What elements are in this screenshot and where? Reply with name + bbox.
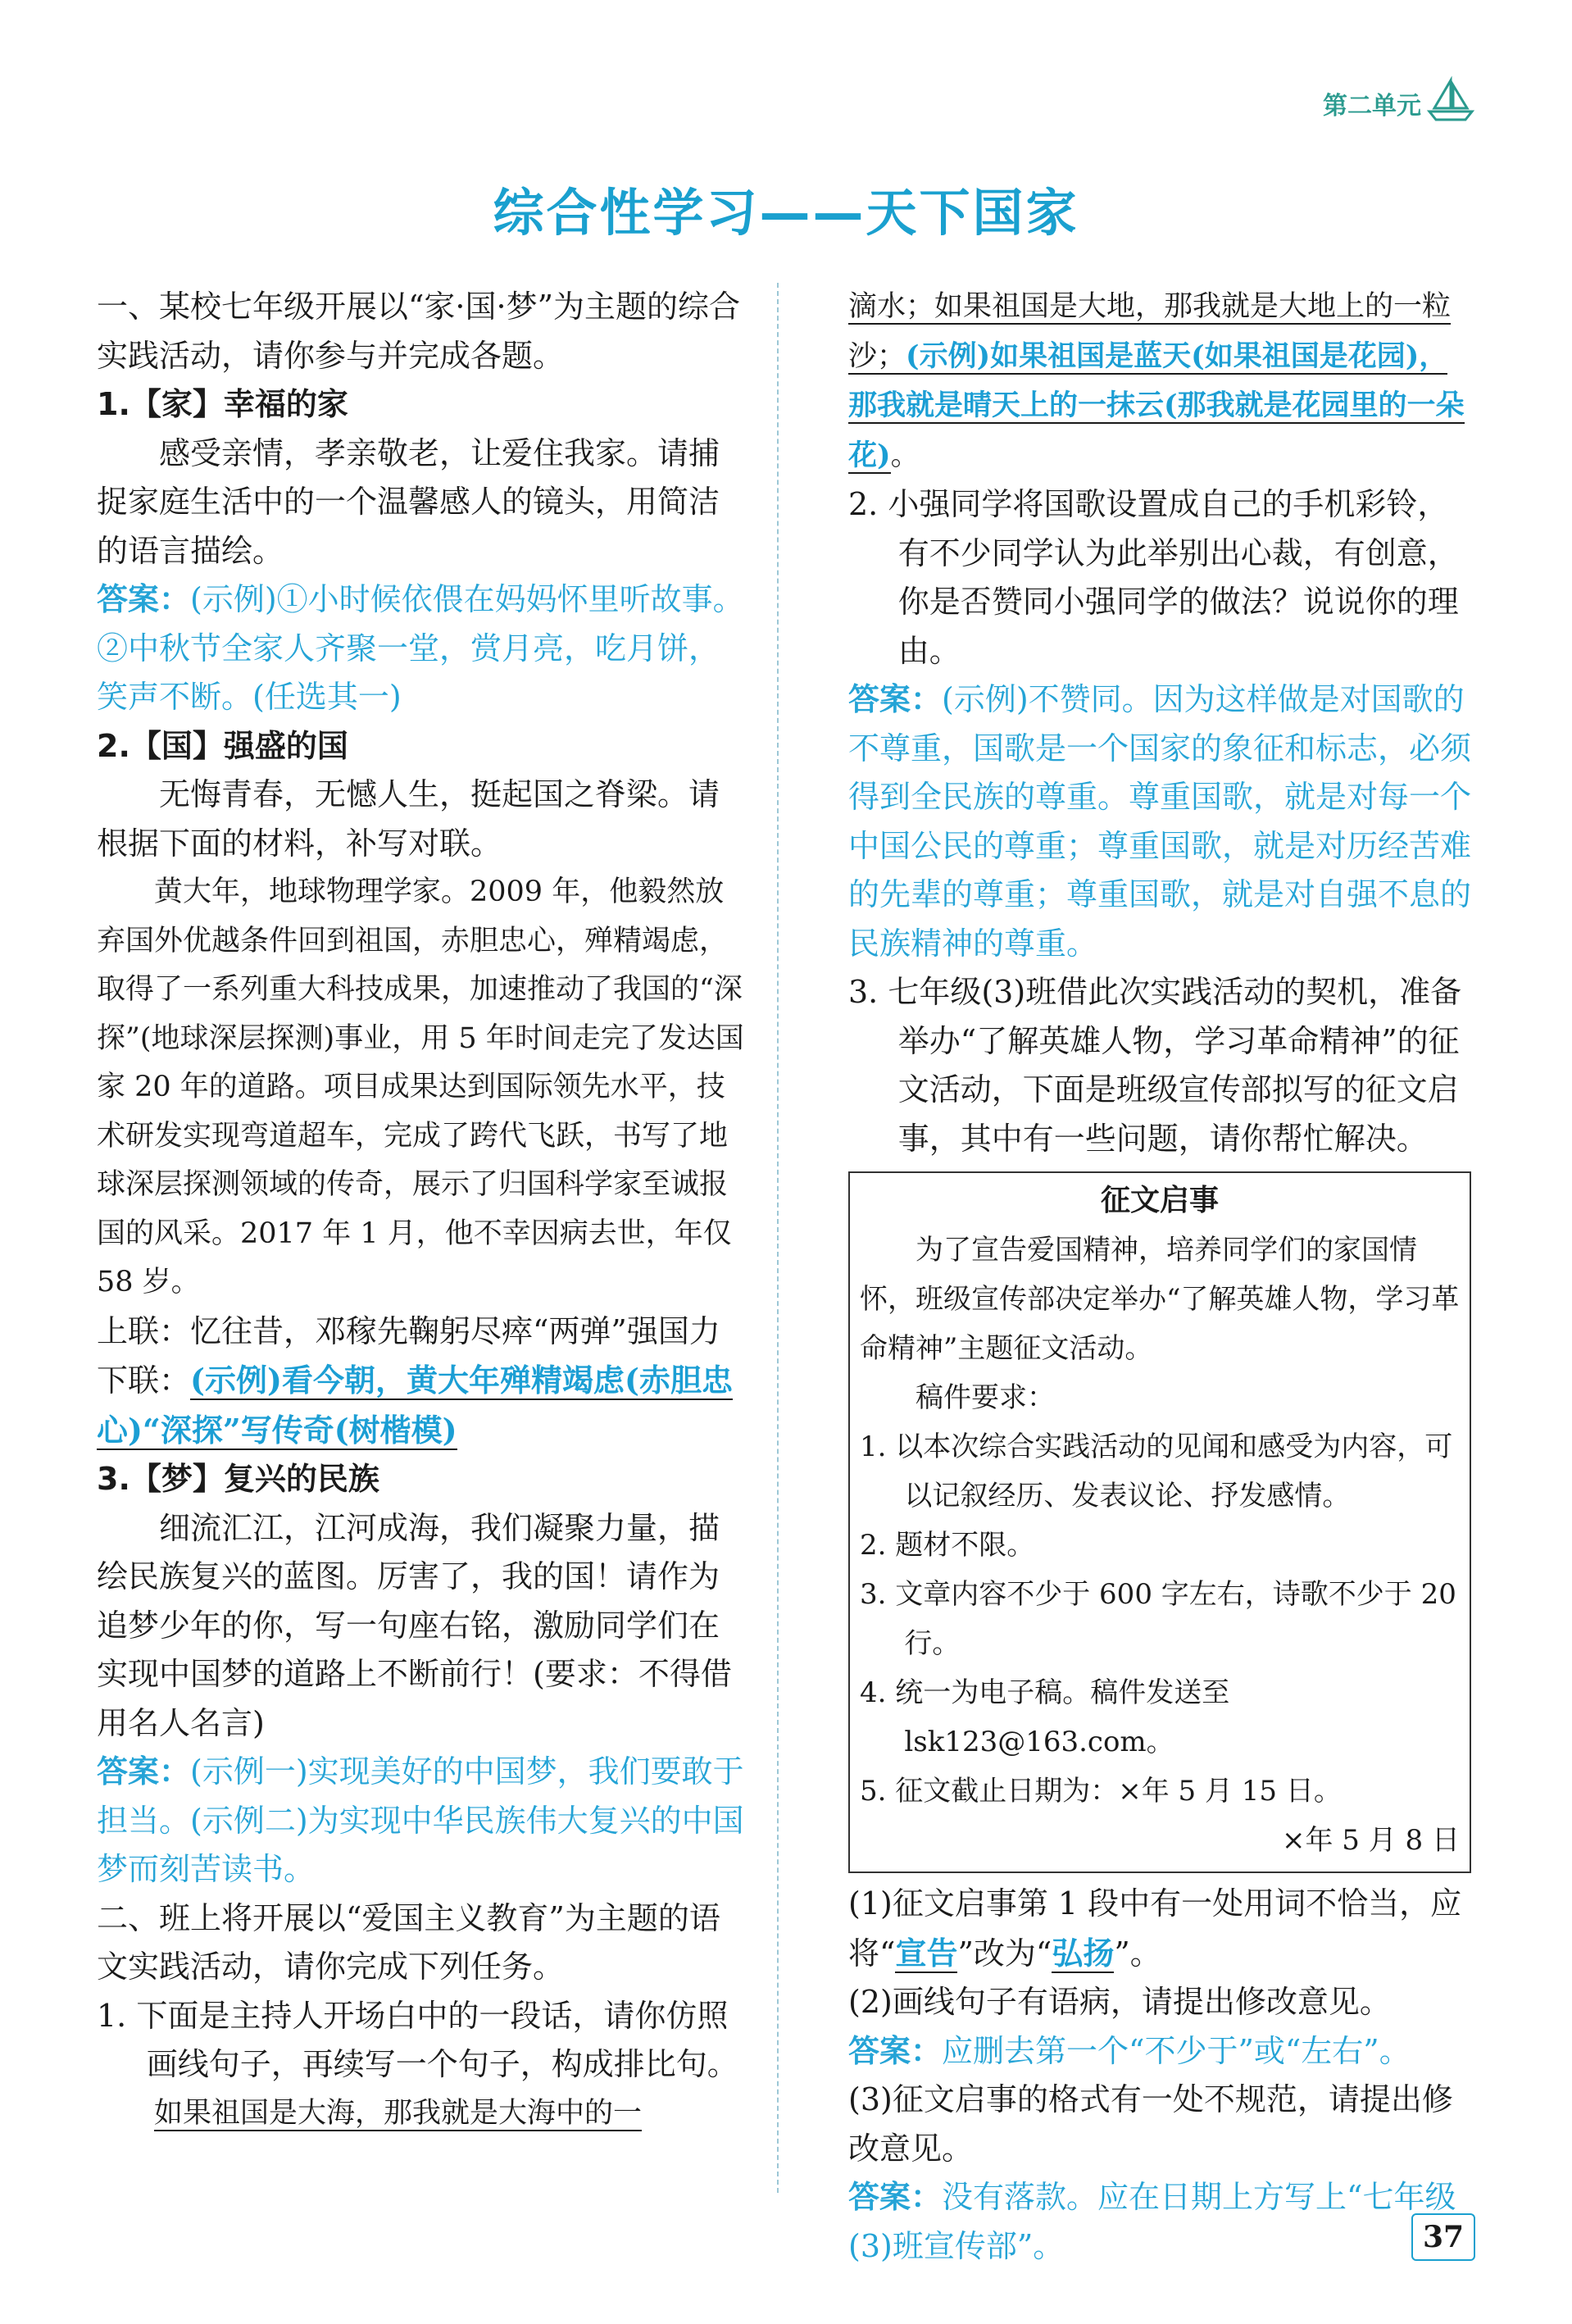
s2-q1: 1. 下面是主持人开场白中的一段话，请你仿照画线句子，再续写一个句子，构成排比句。	[97, 1997, 738, 2082]
sub-question-2: (2)画线句子有语病，请提出修改意见。	[848, 1984, 1391, 2020]
sub1-text-b: ”改为“	[957, 1935, 1052, 1972]
notice-req-3: 3. 文章内容不少于 600 字左右，诗歌不少于 20 行。	[860, 1578, 1456, 1660]
notice-req-4: 4. 统一为电子稿。稿件发送至 lsk123@163.com。	[860, 1676, 1230, 1758]
couplet-lower	[97, 1356, 748, 1455]
unit-label: 第二单元	[1323, 92, 1421, 121]
sub1-text-c: ”。	[1114, 1935, 1161, 1972]
answer-text: (示例)①小时候依偎在妈妈怀里听故事。②中秋节全家人齐聚一堂，赏月亮，吃月饼，笑声不断。(任选其一)	[97, 581, 744, 715]
q1-answer	[97, 575, 748, 722]
answer-label: 答案：	[848, 681, 943, 717]
answer-text: (示例)不赞同。因为这样做是对国歌的不尊重，国歌是一个国家的象征和标志，必须得到全民族的尊重。尊重国歌，就是对每一个中国公民的尊重；尊重国歌，就是对历经苦难的先辈的尊重；尊重国歌，就是对自强不息的民族精神的尊重。	[848, 681, 1472, 962]
answer-text: 应删去第一个“不少于”或“左右”。	[942, 2032, 1411, 2069]
answer-label: 答案：	[848, 2179, 943, 2215]
notice-req-1: 1. 以本次综合实践活动的见闻和感受为内容，可以记叙经历、发表议论、抒发感情。	[860, 1430, 1453, 1512]
s2-q1-quote	[97, 2090, 748, 2139]
underlined-quote: 滴水；如果祖国是大地，那我就是大地上的一粒沙；	[848, 290, 1452, 373]
couplet-upper: 上联：忆往昔，邓稼先鞠躬尽瘁“两弹”强国力	[97, 1312, 720, 1349]
q3-text: 细流汇江，江河成海，我们凝聚力量，描绘民族复兴的蓝图。厉害了，我的国！请作为追梦少年的你，写一句座右铭，激励同学们在实现中国梦的道路上不断前行！(要求：不得借用名人名言)	[97, 1509, 732, 1741]
q3-answer	[97, 1748, 748, 1894]
q3-title: 3.【梦】复兴的民族	[97, 1461, 379, 1497]
underlined-quote: 如果祖国是大海，那我就是大海中的一	[154, 2096, 643, 2130]
sub2-answer	[848, 2027, 1471, 2076]
section2-intro: 二、班上将开展以“爱国主义教育”为主题的语文实践活动，请你完成下列任务。	[97, 1899, 720, 1985]
right-column	[848, 283, 1471, 2271]
q2-text: 无悔青春，无憾人生，挺起国之脊梁。请根据下面的材料，补写对联。	[97, 776, 720, 862]
sub3-answer	[848, 2173, 1471, 2271]
answer-label: 答案：	[848, 2032, 943, 2069]
sailboat-icon	[1426, 75, 1475, 125]
answer-label: 答案：	[97, 1753, 191, 1790]
quote-continuation	[848, 283, 1471, 480]
s2-q2: 2. 小强同学将国歌设置成自己的手机彩铃，有不少同学认为此举别出心裁，有创意，你是否赞同小强同学的做法？说说你的理由。	[848, 486, 1459, 669]
answer-text: (示例一)实现美好的中国梦，我们要敢于担当。(示例二)为实现中华民族伟大复兴的中国梦而刻苦读书。	[97, 1753, 744, 1887]
section1-intro: 一、某校七年级开展以“家·国·梦”为主题的综合实践活动，请你参与并完成各题。	[97, 289, 741, 374]
sub-question-1	[848, 1880, 1471, 1978]
q1-title: 1.【家】幸福的家	[97, 386, 348, 422]
s2-q3: 3. 七年级(3)班借此次实践活动的契机，准备举办“了解英雄人物，学习革命精神”的征文活动，下面是班级宣传部拟写的征文启事，其中有一些问题，请你帮忙解决。	[848, 974, 1462, 1157]
left-column	[97, 283, 748, 2138]
answer-text: 没有落款。应在日期上方写上“七年级(3)班宣传部”。	[848, 2179, 1456, 2264]
sub-question-3: (3)征文启事的格式有一处不规范，请提出修改意见。	[848, 2081, 1453, 2167]
lower-answer: (示例)看今朝，黄大年殚精竭虑(赤胆忠心)“深探”写传奇(树楷模)	[97, 1362, 733, 1449]
notice-title: 征文启事	[1100, 1184, 1219, 1217]
answer-label: 答案：	[97, 581, 191, 617]
page-number: 37	[1411, 2213, 1475, 2261]
notice-req-2: 2. 题材不限。	[860, 1529, 1035, 1562]
s2-q2-answer	[848, 675, 1471, 968]
q2-material: 黄大年，地球物理学家。2009 年，他毅然放弃国外优越条件回到祖国，赤胆忠心，殚精竭虑，取得了一系列重大科技成果，加速推动了我国的“深探”(地球深层探测)事业，用 5 年时间走完了发达国家 20 年的道路。项目成果达到国际领先水平，技术研发实现弯道超车，完成了跨代飞跃，书写了地球深层探测领域的传奇，展示了归国科学家至诚报国的风采。2017 年 1 月，他不幸因病去世，年仅 58 岁。	[97, 875, 744, 1298]
quote-answer: (示例)如果祖国是蓝天(如果祖国是花园)，那我就是晴天上的一抹云(那我就是花园里的一朵花)	[848, 339, 1465, 472]
notice-req-5: 5. 征文截止日期为：×年 5 月 15 日。	[860, 1775, 1342, 1808]
sub1-answer-2: 弘扬	[1052, 1934, 1115, 1972]
lower-label: 下联：	[97, 1362, 191, 1398]
quote-end: 。	[890, 439, 920, 472]
page-title: 综合性学习——天下国家	[493, 183, 1079, 243]
sub1-answer-1: 宣告	[895, 1934, 958, 1972]
q2-title: 2.【国】强盛的国	[97, 727, 348, 764]
essay-notice-box	[848, 1171, 1471, 1873]
notice-req-title: 稿件要求：	[915, 1381, 1055, 1414]
notice-date: ×年 5 月 8 日	[1282, 1824, 1460, 1857]
notice-body: 为了宣告爱国精神，培养同学们的家国情怀，班级宣传部决定举办“了解英雄人物，学习革命精神”主题征文活动。	[860, 1234, 1460, 1365]
q1-text: 感受亲情，孝亲敬老，让爱住我家。请捕捉家庭生活中的一个温馨感人的镜头，用简洁的语言描绘。	[97, 434, 720, 569]
sub1-text-a: (1)征文启事第 1 段中有一处用词不恰当，应将“	[848, 1885, 1462, 1972]
column-divider	[777, 283, 779, 2193]
